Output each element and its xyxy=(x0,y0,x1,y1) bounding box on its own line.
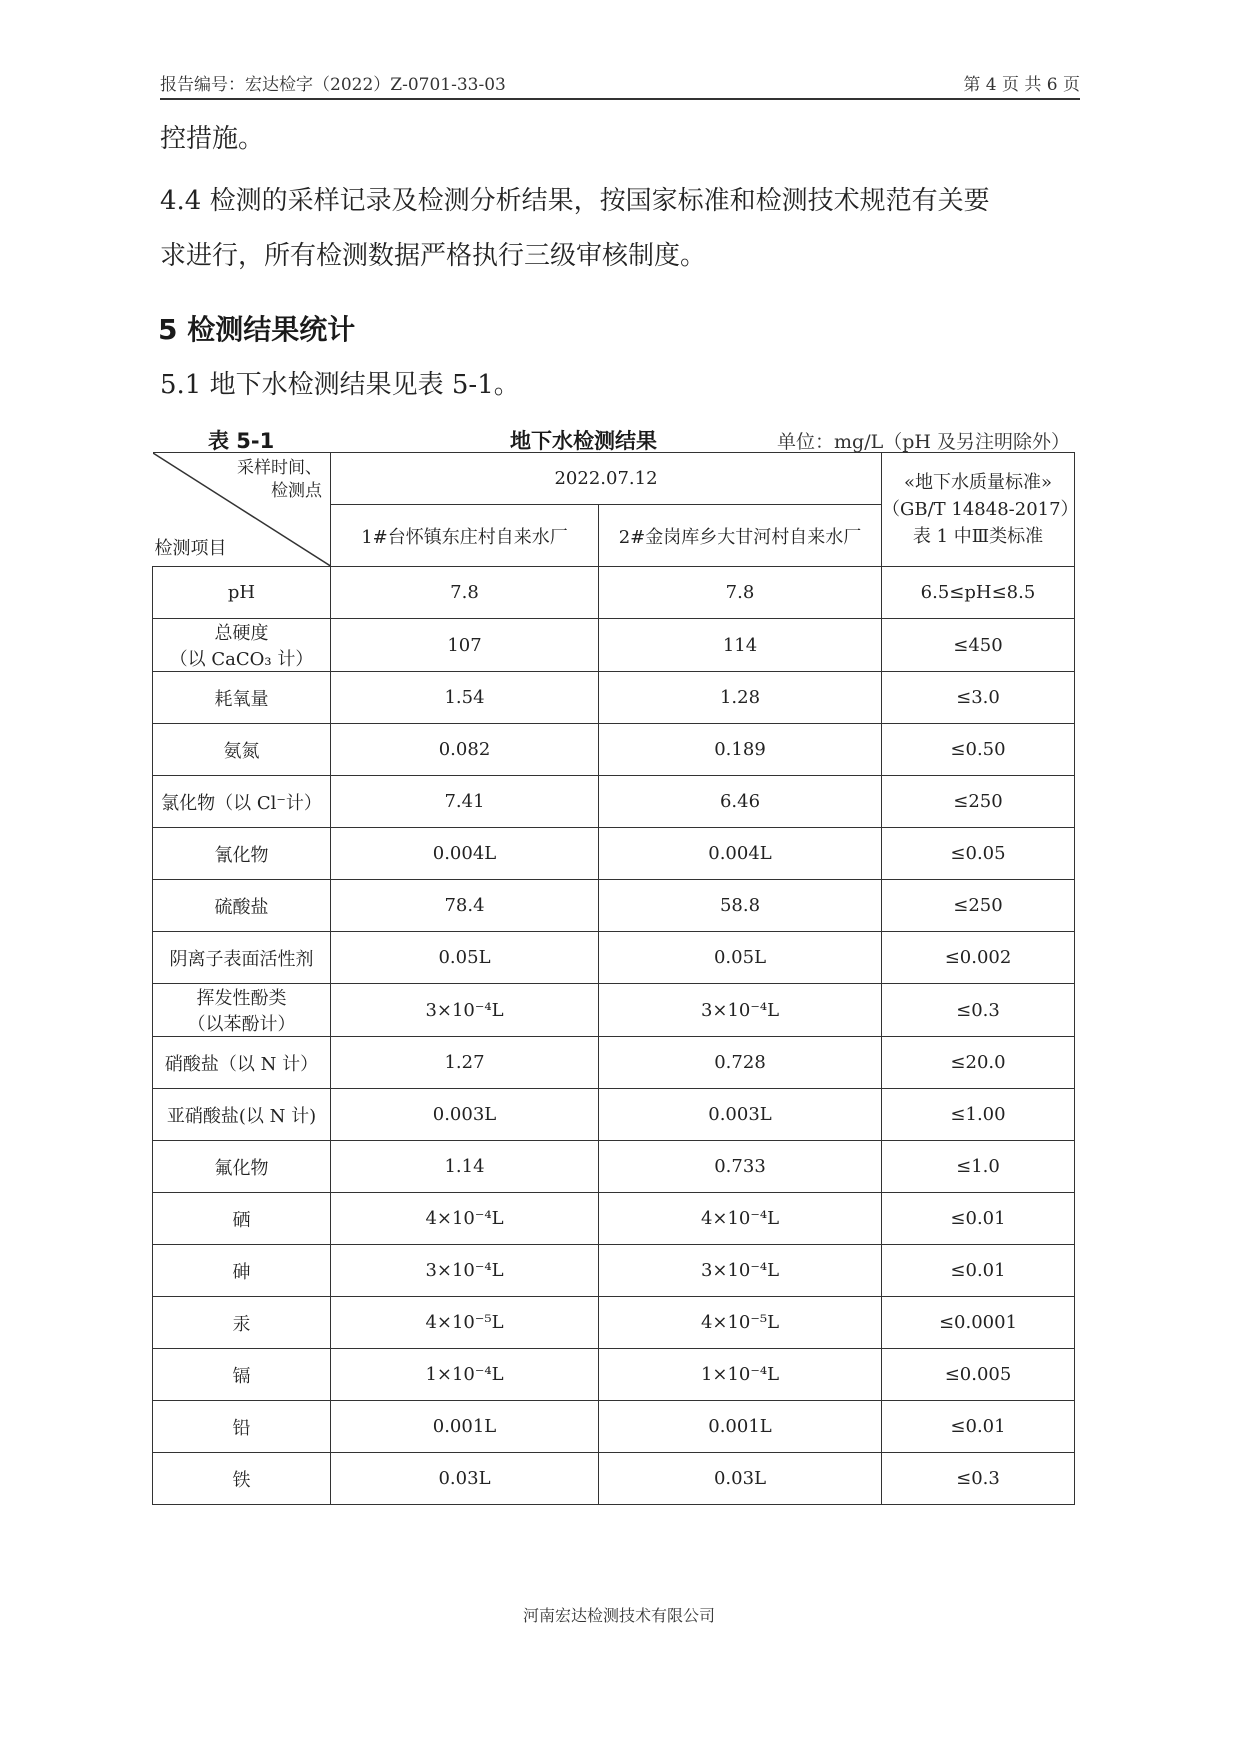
body-line-3: 求进行，所有检测数据严格执行三级审核制度。 xyxy=(160,241,707,271)
table-row xyxy=(153,984,1075,1037)
item-cell: 铅 xyxy=(153,1401,331,1453)
site-2-value: 0.728 xyxy=(599,1037,882,1089)
site-1-value: 0.004L xyxy=(331,828,599,880)
item-cell: 汞 xyxy=(153,1297,331,1349)
standard-value: ≤0.0001 xyxy=(882,1297,1075,1349)
site-1-value: 0.03L xyxy=(331,1453,599,1505)
site-2-value: 0.733 xyxy=(599,1141,882,1193)
table-header-row-1 xyxy=(153,453,1075,505)
site-2-value: 7.8 xyxy=(599,567,882,619)
standard-value: ≤0.01 xyxy=(882,1245,1075,1297)
standard-line-1: «地下水质量标准» xyxy=(903,472,1053,493)
site-1-value: 1.14 xyxy=(331,1141,599,1193)
site-1-value: 0.082 xyxy=(331,724,599,776)
site-2-value: 0.05L xyxy=(599,932,882,984)
item-cell: 阴离子表面活性剂 xyxy=(153,932,331,984)
site-2-value: 0.001L xyxy=(599,1401,882,1453)
site-1-value: 3×10⁻⁴L xyxy=(331,984,599,1037)
table-title: 地下水检测结果 xyxy=(510,429,657,453)
table-number: 表 5-1 xyxy=(208,429,275,453)
site-2-value: 4×10⁻⁵L xyxy=(599,1297,882,1349)
section-title: 5 检测结果统计 xyxy=(158,313,356,346)
site-2-value: 0.03L xyxy=(599,1453,882,1505)
table-row xyxy=(153,880,1075,932)
item-cell: pH xyxy=(153,567,331,619)
site-2-value: 0.189 xyxy=(599,724,882,776)
site-1-value: 0.05L xyxy=(331,932,599,984)
table-row xyxy=(153,1245,1075,1297)
item-cell: 氯化物（以 Cl⁻计） xyxy=(153,776,331,828)
item-cell: 硒 xyxy=(153,1193,331,1245)
site-2-value: 0.004L xyxy=(599,828,882,880)
site-1-value: 107 xyxy=(331,619,599,672)
site-1-value: 7.8 xyxy=(331,567,599,619)
standard-value: ≤0.002 xyxy=(882,932,1075,984)
standard-value: ≤1.00 xyxy=(882,1089,1075,1141)
table-unit: 单位：mg/L（pH 及另注明除外） xyxy=(777,431,1070,453)
item-cell: 总硬度 （以 CaCO₃ 计） xyxy=(153,619,331,672)
site-1-value: 1.54 xyxy=(331,672,599,724)
footer-company: 河南宏达检测技术有限公司 xyxy=(522,1606,715,1625)
table-row xyxy=(153,1297,1075,1349)
table-row xyxy=(153,1453,1075,1505)
item-cell: 硫酸盐 xyxy=(153,880,331,932)
table-row xyxy=(153,932,1075,984)
standard-value: ≤0.01 xyxy=(882,1193,1075,1245)
body-line-2: 4.4 检测的采样记录及检测分析结果，按国家标准和检测技术规范有关要 xyxy=(160,186,990,216)
corner-top-line-2: 检测点 xyxy=(271,481,322,501)
standard-value: ≤0.3 xyxy=(882,984,1075,1037)
site-1-value: 78.4 xyxy=(331,880,599,932)
site-2-value: 4×10⁻⁴L xyxy=(599,1193,882,1245)
standard-value: ≤250 xyxy=(882,776,1075,828)
item-cell: 砷 xyxy=(153,1245,331,1297)
site-1-value: 7.41 xyxy=(331,776,599,828)
site-1-value: 3×10⁻⁴L xyxy=(331,1245,599,1297)
report-number: 报告编号：宏达检字（2022）Z-0701-33-03 xyxy=(160,75,506,95)
table-row xyxy=(153,776,1075,828)
site-1-value: 4×10⁻⁵L xyxy=(331,1297,599,1349)
corner-top-label xyxy=(237,457,322,503)
standard-value: ≤3.0 xyxy=(882,672,1075,724)
standard-line-3: 表 1 中Ⅲ类标准 xyxy=(912,526,1044,547)
table-row xyxy=(153,567,1075,619)
site-2-header: 2#金岗库乡大甘河村自来水厂 xyxy=(599,505,882,567)
item-cell: 耗氧量 xyxy=(153,672,331,724)
table-row xyxy=(153,1349,1075,1401)
standard-value: ≤1.0 xyxy=(882,1141,1075,1193)
site-1-value: 0.003L xyxy=(331,1089,599,1141)
site-2-value: 6.46 xyxy=(599,776,882,828)
item-cell: 硝酸盐（以 N 计） xyxy=(153,1037,331,1089)
site-1-header: 1#台怀镇东庄村自来水厂 xyxy=(331,505,599,567)
standard-value: ≤450 xyxy=(882,619,1075,672)
standard-value: ≤250 xyxy=(882,880,1075,932)
page-header xyxy=(160,64,1080,100)
sub-section-line: 5.1 地下水检测结果见表 5-1。 xyxy=(160,370,520,400)
site-2-value: 0.003L xyxy=(599,1089,882,1141)
item-cell: 氨氮 xyxy=(153,724,331,776)
standard-header xyxy=(882,453,1079,567)
date-header: 2022.07.12 xyxy=(331,453,882,505)
body-line-1: 控措施。 xyxy=(160,124,265,154)
corner-header-cell xyxy=(153,453,331,567)
site-1-value: 4×10⁻⁴L xyxy=(331,1193,599,1245)
site-2-value: 3×10⁻⁴L xyxy=(599,1245,882,1297)
corner-bottom-label: 检测项目 xyxy=(154,538,227,559)
standard-value: ≤0.3 xyxy=(882,1453,1075,1505)
table-row xyxy=(153,672,1075,724)
table-row xyxy=(153,724,1075,776)
page-info: 第 4 页 共 6 页 xyxy=(963,75,1080,95)
table-row xyxy=(153,1037,1075,1089)
standard-value: ≤0.01 xyxy=(882,1401,1075,1453)
item-cell: 亚硝酸盐(以 N 计) xyxy=(153,1089,331,1141)
site-1-value: 0.001L xyxy=(331,1401,599,1453)
corner-top-line-1: 采样时间、 xyxy=(237,458,322,478)
standard-value: 6.5≤pH≤8.5 xyxy=(882,567,1075,619)
table-caption xyxy=(150,425,1070,455)
item-cell: 铁 xyxy=(153,1453,331,1505)
table-row xyxy=(153,828,1075,880)
site-2-value: 58.8 xyxy=(599,880,882,932)
item-cell: 氰化物 xyxy=(153,828,331,880)
standard-value: ≤0.05 xyxy=(882,828,1075,880)
standard-value: ≤0.50 xyxy=(882,724,1075,776)
table-body xyxy=(153,567,1075,1505)
item-cell: 镉 xyxy=(153,1349,331,1401)
item-cell: 氟化物 xyxy=(153,1141,331,1193)
table-row xyxy=(153,1193,1075,1245)
standard-line-2: （GB/T 14848-2017） xyxy=(882,499,1079,520)
site-2-value: 1.28 xyxy=(599,672,882,724)
site-2-value: 1×10⁻⁴L xyxy=(599,1349,882,1401)
standard-value: ≤0.005 xyxy=(882,1349,1075,1401)
site-2-value: 114 xyxy=(599,619,882,672)
site-1-value: 1×10⁻⁴L xyxy=(331,1349,599,1401)
site-1-value: 1.27 xyxy=(331,1037,599,1089)
table-row xyxy=(153,619,1075,672)
table-row xyxy=(153,1401,1075,1453)
item-cell: 挥发性酚类 （以苯酚计） xyxy=(153,984,331,1037)
standard-value: ≤20.0 xyxy=(882,1037,1075,1089)
table-row xyxy=(153,1141,1075,1193)
table-row xyxy=(153,1089,1075,1141)
site-2-value: 3×10⁻⁴L xyxy=(599,984,882,1037)
results-table xyxy=(152,452,1079,1505)
